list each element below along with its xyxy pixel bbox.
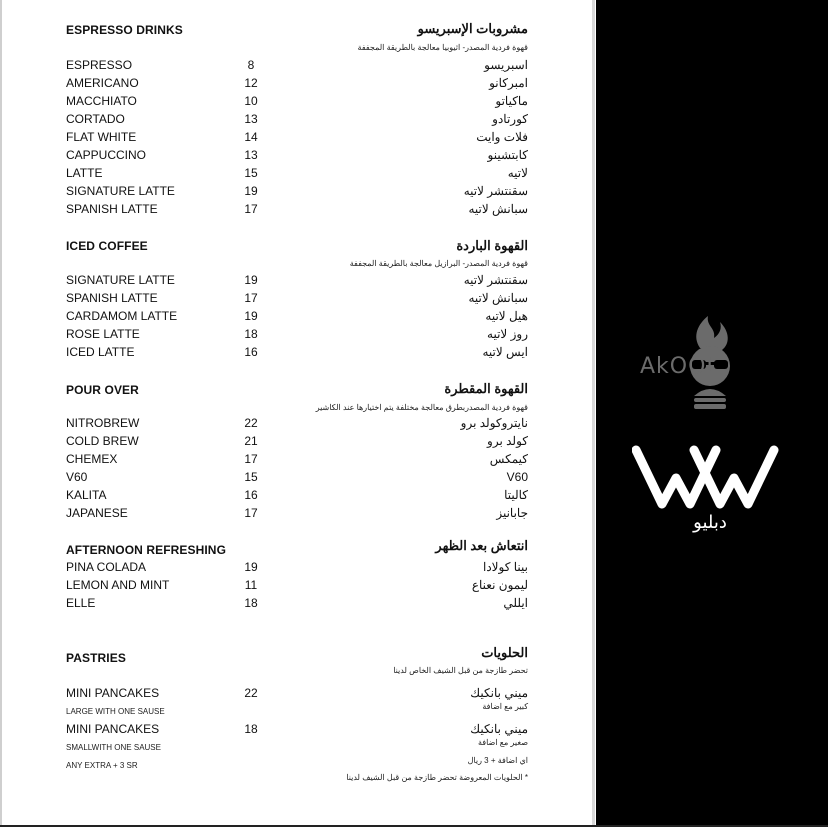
- item-price: 8: [247, 58, 255, 72]
- item-name-ar: V60: [506, 470, 528, 484]
- item-price: 16: [244, 345, 258, 359]
- section-title-espresso-ar: مشروبات الإسبريسو: [417, 21, 528, 36]
- section-title-iced-en: ICED COFFEE: [66, 239, 148, 253]
- item-name-en: ROSE LATTE: [66, 327, 140, 341]
- item-name-en: COLD BREW: [66, 434, 139, 448]
- menu-item: [0, 560, 590, 578]
- item-name-en: ESPRESSO: [66, 58, 133, 72]
- menu-item: [0, 273, 590, 291]
- item-name-ar: اسبريسو: [484, 58, 528, 72]
- item-name-ar: ماكياتو: [495, 94, 528, 108]
- menu-item: [0, 578, 590, 596]
- item-name-ar: امبركانو: [489, 76, 528, 90]
- item-price: 19: [244, 560, 258, 574]
- w-mark-icon: [632, 444, 788, 514]
- item-price: 17: [244, 291, 258, 305]
- menu-item: [0, 130, 590, 148]
- item-price: 10: [244, 94, 258, 108]
- item-name-ar: سقنتشر لاتيه: [463, 184, 528, 198]
- flame-icon: [696, 316, 727, 350]
- akool-wordmark: AkOOL: [640, 354, 720, 379]
- menu-item: [0, 202, 590, 220]
- extra-note-ar: اي اضافة + 3 ريال: [467, 756, 528, 765]
- item-price: 17: [244, 202, 258, 216]
- item-name-en: ICED LATTE: [66, 345, 135, 359]
- section-note-pour: قهوة فردية المصدربطرق معالجة مختلفة يتم اختيارها عند الكاشير: [315, 403, 528, 412]
- menu-item: [0, 94, 590, 112]
- menu-item: [0, 327, 590, 345]
- menu-item: [0, 506, 590, 524]
- item-name-en: MACCHIATO: [66, 94, 137, 108]
- item-name-en: CARDAMOM LATTE: [66, 309, 178, 323]
- item-subtitle-ar: كبير مع اضافة: [482, 702, 528, 711]
- panel-divider: [592, 0, 595, 827]
- item-name-ar: كورتادو: [492, 112, 528, 126]
- item-price: 19: [244, 309, 258, 323]
- menu-item: [0, 434, 590, 452]
- extra-note-en: ANY EXTRA + 3 SR: [66, 761, 138, 770]
- item-name-en: LEMON AND MINT: [66, 578, 170, 592]
- item-name-ar: هيل لاتيه: [485, 309, 528, 323]
- item-price: 15: [244, 166, 258, 180]
- item-price: 13: [244, 148, 258, 162]
- menu-item: [0, 76, 590, 94]
- item-price: 18: [244, 596, 258, 610]
- item-name-en: SPANISH LATTE: [66, 291, 158, 305]
- item-price: 19: [244, 273, 258, 287]
- item-name-en: MINI PANCAKES: [66, 722, 160, 736]
- item-name-ar: سقنتشر لاتيه: [463, 273, 528, 287]
- menu-item: [0, 470, 590, 488]
- menu-item: [0, 148, 590, 166]
- section-title-espresso-en: ESPRESSO DRINKS: [66, 23, 183, 37]
- item-name-en: SPANISH LATTE: [66, 202, 158, 216]
- item-name-ar: ميني بانكيك: [470, 722, 528, 736]
- item-price: 16: [244, 488, 258, 502]
- item-price: 22: [244, 686, 258, 700]
- item-name-ar: سبانش لاتيه: [468, 291, 528, 305]
- item-name-en: KALITA: [66, 488, 107, 502]
- w-wordmark-ar: دبليو: [693, 512, 727, 533]
- item-price: 11: [244, 578, 258, 592]
- akool-logo: [636, 298, 776, 422]
- item-name-en: PINA COLADA: [66, 560, 147, 574]
- item-name-ar: ليمون نعناع: [471, 578, 528, 592]
- item-name-en: CORTADO: [66, 112, 125, 126]
- section-title-pastries-ar: الحلويات: [481, 645, 528, 660]
- menu-item: [0, 112, 590, 130]
- item-name-en: V60: [66, 470, 88, 484]
- item-name-en: LATTE: [66, 166, 103, 180]
- section-note-espresso: قهوة فردية المصدر- اثيوبيا معالجة بالطريقة المجففة: [357, 43, 528, 52]
- menu-item: [0, 184, 590, 202]
- item-name-en: SIGNATURE LATTE: [66, 184, 175, 198]
- section-title-afternoon-en: AFTERNOON REFRESHING: [66, 543, 227, 557]
- menu-item: [0, 596, 590, 614]
- item-price: 21: [244, 434, 258, 448]
- item-name-ar: روز لاتيه: [487, 327, 528, 341]
- section-title-pour-ar: القهوة المقطرة: [444, 381, 528, 396]
- section-note-pastries: تحضر طازجة من قبل الشيف الخاص لدينا: [393, 666, 528, 675]
- item-price: 15: [244, 470, 258, 484]
- menu-item: [0, 291, 590, 309]
- item-price: 22: [244, 416, 258, 430]
- item-name-ar: ايللي: [503, 596, 528, 610]
- menu-item: [0, 58, 590, 76]
- w-logo: [632, 444, 788, 544]
- item-name-ar: كيمكس: [489, 452, 528, 466]
- item-price: 12: [244, 76, 258, 90]
- item-name-en: CHEMEX: [66, 452, 118, 466]
- menu-item: [0, 309, 590, 327]
- section-title-afternoon-ar: انتعاش بعد الظهر: [435, 538, 528, 553]
- menu-item: [0, 345, 590, 363]
- menu-item: [0, 416, 590, 434]
- item-price: 17: [244, 506, 258, 520]
- section-note-iced: قهوة فردية المصدر- البرازيل معالجة بالطريقة المجففة: [349, 259, 528, 268]
- item-name-ar: فلات وايت: [476, 130, 528, 144]
- item-name-en: CAPPUCCINO: [66, 148, 147, 162]
- item-name-ar: جابانيز: [496, 506, 528, 520]
- item-price: 18: [244, 327, 258, 341]
- item-name-en: MINI PANCAKES: [66, 686, 160, 700]
- item-name-ar: كاليتا: [504, 488, 528, 502]
- item-name-ar: لاتيه: [507, 166, 528, 180]
- item-subtitle-en: SMALLWITH ONE SAUSE: [66, 743, 161, 752]
- item-price: 14: [244, 130, 258, 144]
- item-name-ar: ميني بانكيك: [470, 686, 528, 700]
- item-name-ar: سبانش لاتيه: [468, 202, 528, 216]
- item-name-en: AMERICANO: [66, 76, 139, 90]
- item-subtitle-en: LARGE WITH ONE SAUSE: [66, 707, 165, 716]
- item-price: 13: [244, 112, 258, 126]
- item-name-en: FLAT WHITE: [66, 130, 137, 144]
- item-name-ar: نايتروكولد برو: [460, 416, 528, 430]
- item-name-ar: كولد برو: [487, 434, 528, 448]
- menu-item: [0, 166, 590, 184]
- item-name-en: JAPANESE: [66, 506, 128, 520]
- item-subtitle-ar: صغير مع اضافة: [477, 738, 528, 747]
- item-name-en: NITROBREW: [66, 416, 140, 430]
- menu-item: [0, 488, 590, 506]
- menu-item: [0, 452, 590, 470]
- section-title-iced-ar: القهوة الباردة: [456, 238, 528, 253]
- item-name-ar: ايس لاتيه: [482, 345, 528, 359]
- item-name-en: ELLE: [66, 596, 96, 610]
- item-name-en: SIGNATURE LATTE: [66, 273, 175, 287]
- item-name-ar: كابتشينو: [487, 148, 528, 162]
- item-price: 17: [244, 452, 258, 466]
- pastries-footnote: * الحلويات المعروضة تحضر طازجة من قبل الشيف لدينا: [346, 773, 528, 782]
- section-title-pour-en: POUR OVER: [66, 383, 139, 397]
- item-price: 19: [244, 184, 258, 198]
- section-title-pastries-en: PASTRIES: [66, 651, 126, 665]
- burger-icon: [694, 389, 726, 409]
- item-price: 18: [244, 722, 258, 736]
- item-name-ar: بينا كولادا: [482, 560, 528, 574]
